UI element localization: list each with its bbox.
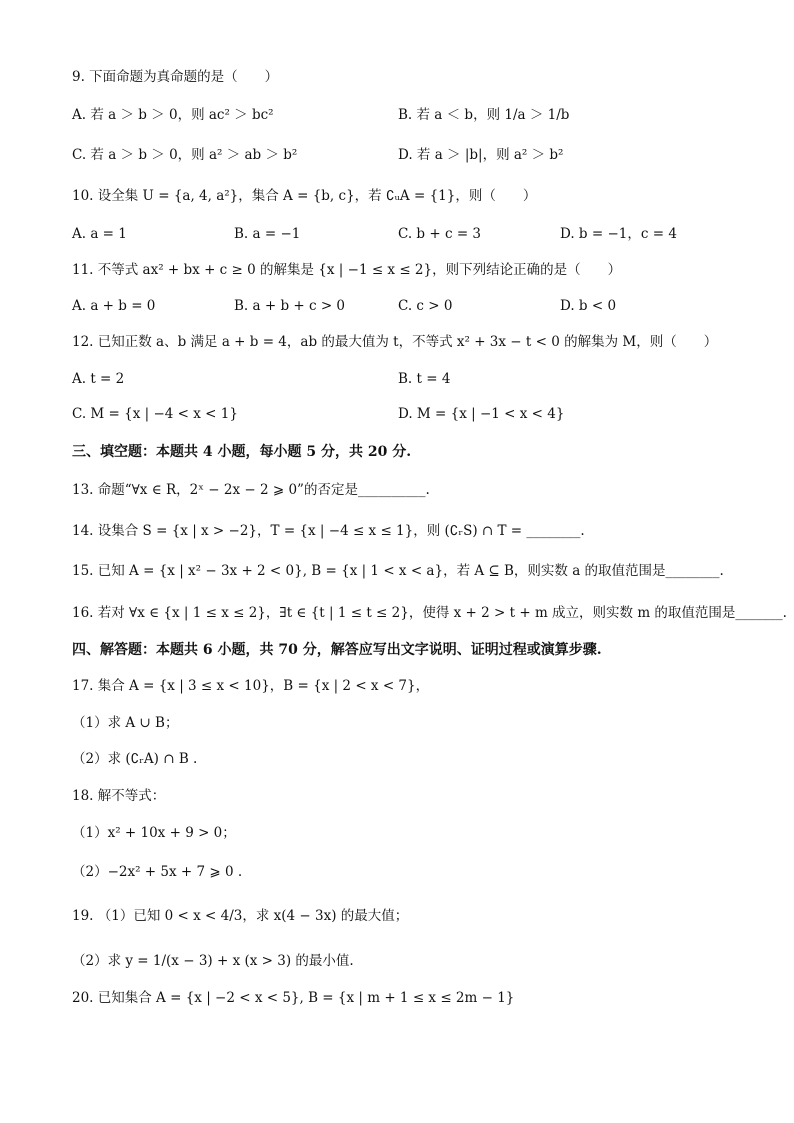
q12-option-c: C. M = {x | −4 < x < 1} — [72, 406, 238, 422]
q9-option-a: A. 若 a ＞ b ＞ 0，则 ac² ＞ bc² — [72, 107, 274, 123]
q9-option-b: B. 若 a ＜ b，则 1/a ＞ 1/b — [398, 107, 570, 123]
q18-part2: （2）−2x² + 5x + 7 ⩾ 0 . — [72, 864, 243, 880]
q19-part1: 19. （1）已知 0 < x < 4/3，求 x(4 − 3x) 的最大值； — [72, 908, 409, 924]
q12-option-b: B. t = 4 — [398, 371, 451, 387]
section-fill-in-heading: 三、填空题：本题共 4 小题，每小题 5 分，共 20 分. — [72, 444, 412, 460]
q17-part1: （1）求 A ∪ B； — [72, 715, 179, 731]
q13: 13. 命题“∀x ∈ R，2ˣ − 2x − 2 ⩾ 0”的否定是__________. — [72, 482, 430, 498]
section-solution-heading: 四、解答题：本题共 6 小题，共 70 分，解答应写出文字说明、证明过程或演算步骤. — [72, 642, 602, 658]
q14: 14. 设集合 S = {x | x > −2}，T = {x | −4 ≤ x ≤ 1}，则 (∁ᵣS) ∩ T = ________. — [72, 523, 585, 539]
q18-stem: 18. 解不等式： — [72, 788, 166, 804]
q11-option-d: D. b < 0 — [560, 298, 617, 314]
q16: 16. 若对 ∀x ∈ {x | 1 ≤ x ≤ 2}，∃t ∈ {t | 1 ≤ t ≤ 2}，使得 x + 2 > t + m 成立，则实数 m 的取值范围是_______. — [72, 605, 787, 621]
q12-option-a: A. t = 2 — [72, 371, 125, 387]
q10-stem: 10. 设全集 U = {a, 4, a²}，集合 A = {b, c}，若 ∁ᵤA = {1}，则（ ） — [72, 188, 537, 204]
q12-option-d: D. M = {x | −1 < x < 4} — [398, 406, 565, 422]
q9-option-d: D. 若 a ＞ |b|，则 a² ＞ b² — [398, 147, 564, 163]
q10-option-c: C. b + c = 3 — [398, 226, 482, 242]
q20-stem: 20. 已知集合 A = {x | −2 < x < 5}, B = {x | m + 1 ≤ x ≤ 2m − 1} — [72, 990, 515, 1006]
q11-option-c: C. c > 0 — [398, 298, 453, 314]
q19-part2: （2）求 y = 1/(x − 3) + x (x > 3) 的最小值. — [72, 953, 354, 969]
q18-part1: （1）x² + 10x + 9 > 0； — [72, 825, 236, 841]
q11-option-b: B. a + b + c > 0 — [234, 298, 346, 314]
q11-option-a: A. a + b = 0 — [72, 298, 156, 314]
q10-option-d: D. b = −1，c = 4 — [560, 226, 677, 242]
q17-stem: 17. 集合 A = {x | 3 ≤ x < 10}，B = {x | 2 < x < 7}， — [72, 678, 430, 694]
q17-part2: （2）求 (∁ᵣA) ∩ B . — [72, 751, 198, 767]
q12-stem: 12. 已知正数 a、b 满足 a + b = 4，ab 的最大值为 t，不等式 x² + 3x − t < 0 的解集为 M，则（ ） — [72, 334, 718, 350]
q15: 15. 已知 A = {x | x² − 3x + 2 < 0}, B = {x | 1 < x < a}，若 A ⊆ B，则实数 a 的取值范围是________. — [72, 563, 724, 579]
q10-option-b: B. a = −1 — [234, 226, 301, 242]
q9-stem: 9. 下面命题为真命题的是（ ） — [72, 69, 279, 85]
q9-option-c: C. 若 a ＞ b ＞ 0，则 a² ＞ ab ＞ b² — [72, 147, 298, 163]
q10-option-a: A. a = 1 — [72, 226, 127, 242]
q11-stem: 11. 不等式 ax² + bx + c ≥ 0 的解集是 {x | −1 ≤ x ≤ 2}，则下列结论正确的是（ ） — [72, 262, 622, 278]
